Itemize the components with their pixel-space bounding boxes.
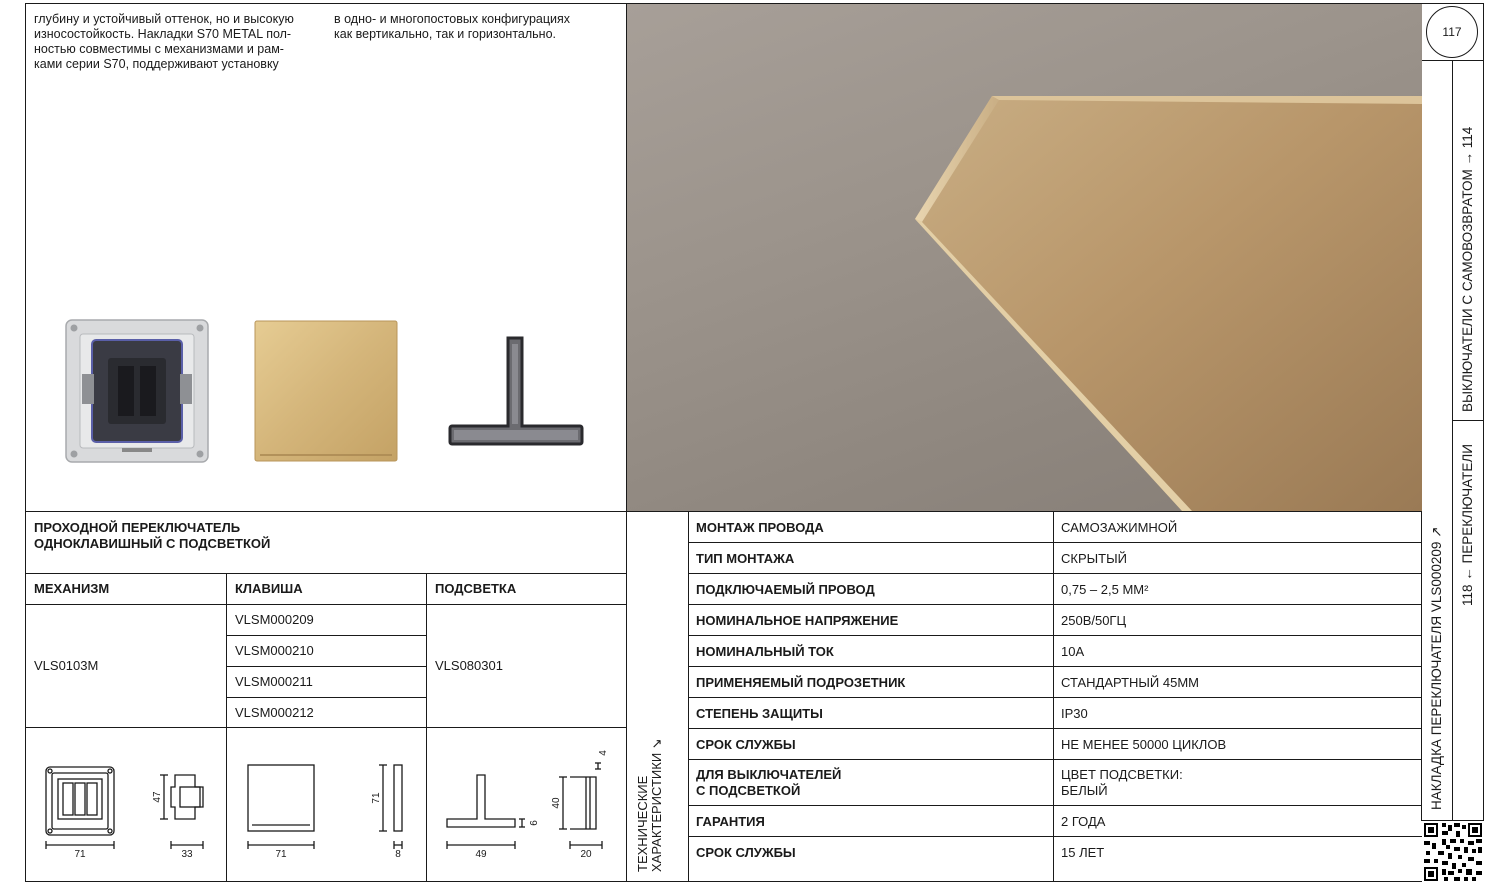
key-plate-image bbox=[254, 320, 398, 462]
spec-name: ПРИМЕНЯЕМЫЙ ПОДРОЗЕТНИК bbox=[696, 674, 906, 690]
spec-row bbox=[688, 698, 1422, 729]
spec-value: СТАНДАРТНЫЙ 45ММ bbox=[1061, 674, 1199, 690]
qr-code[interactable] bbox=[1422, 821, 1484, 883]
backlight-image bbox=[446, 336, 586, 448]
page-number-badge bbox=[1426, 6, 1478, 58]
dim-light-depth: 20 bbox=[580, 849, 592, 860]
spec-value: 10А bbox=[1061, 643, 1085, 659]
backlight-article: VLS080301 bbox=[435, 658, 503, 673]
header-mechanism: МЕХАНИЗМ bbox=[34, 581, 110, 596]
page-number: 117 bbox=[1442, 25, 1462, 39]
intro-line: ностью совместимы с механизмами и рам- bbox=[34, 42, 284, 56]
nav-link-self-return[interactable]: ВЫКЛЮЧАТЕЛИ С САМОВОЗВРАТОМ → 114 bbox=[1460, 126, 1475, 412]
intro-line: глубину и устойчивый оттенок, но и высокую bbox=[34, 12, 294, 26]
spec-value: 0,75 – 2,5 ММ² bbox=[1061, 581, 1149, 597]
spec-row bbox=[688, 512, 1422, 543]
spec-value: 15 ЛЕТ bbox=[1061, 844, 1105, 860]
nav-product-name: НАКЛАДКА ПЕРЕКЛЮЧАТЕЛЯ VLS000209 ↗ bbox=[1429, 526, 1444, 810]
table-line bbox=[226, 635, 426, 636]
table-line bbox=[226, 573, 227, 881]
spec-value: IP30 bbox=[1061, 705, 1088, 721]
intro-line: в одно- и многопостовых конфигурациях bbox=[334, 12, 571, 26]
spec-row bbox=[688, 543, 1422, 574]
intro-text-col2 bbox=[334, 12, 624, 42]
intro-line: как вертикально, так и горизонтально. bbox=[334, 27, 556, 41]
frame-nav-divider bbox=[1452, 60, 1453, 820]
mechanism-article: VLS0103M bbox=[34, 658, 99, 673]
dim-light-top: 4 bbox=[598, 750, 609, 756]
table-line bbox=[25, 727, 626, 728]
spec-name: ГАРАНТИЯ bbox=[696, 813, 765, 829]
product-photo bbox=[627, 4, 1422, 511]
spec-value: СКРЫТЫЙ bbox=[1061, 550, 1127, 566]
table-line bbox=[426, 573, 427, 881]
key-drawing bbox=[230, 735, 422, 875]
frame-nav-h1 bbox=[1421, 60, 1483, 61]
spec-row bbox=[688, 729, 1422, 760]
mechanism-image bbox=[64, 318, 210, 464]
spec-row bbox=[688, 760, 1422, 806]
dim-key-width: 71 bbox=[275, 849, 287, 860]
spec-name: СРОК СЛУЖБЫ bbox=[696, 844, 796, 860]
spec-row bbox=[688, 806, 1422, 837]
mechanism-drawing bbox=[30, 735, 222, 875]
key-article: VLSM000212 bbox=[235, 705, 314, 720]
dim-mech-height: 47 bbox=[152, 791, 163, 803]
spec-name: ТИП МОНТАЖА bbox=[696, 550, 795, 566]
spec-row bbox=[688, 667, 1422, 698]
table-line bbox=[226, 697, 426, 698]
spec-name: НОМИНАЛЬНЫЙ ТОК bbox=[696, 643, 834, 659]
key-article: VLSM000211 bbox=[235, 674, 313, 689]
spec-row bbox=[688, 574, 1422, 605]
spec-value: 2 ГОДА bbox=[1061, 813, 1106, 829]
spec-name: СТЕПЕНЬ ЗАЩИТЫ bbox=[696, 705, 823, 721]
key-article: VLSM000210 bbox=[235, 643, 314, 658]
spec-name: ДЛЯ ВЫКЛЮЧАТЕЛЕЙ С ПОДСВЕТКОЙ bbox=[696, 767, 842, 798]
dim-key-depth: 8 bbox=[395, 849, 401, 860]
dim-mech-width: 71 bbox=[74, 849, 86, 860]
spec-row bbox=[688, 837, 1422, 868]
dim-light-height: 40 bbox=[551, 797, 562, 809]
spec-row bbox=[688, 605, 1422, 636]
key-article: VLSM000209 bbox=[235, 612, 314, 627]
tech-characteristics-label: ТЕХНИЧЕСКИЕ ХАРАКТЕРИСТИКИ ↘ bbox=[635, 738, 664, 872]
nav-link-switches[interactable]: 118 ← ПЕРЕКЛЮЧАТЕЛИ bbox=[1460, 444, 1475, 606]
spec-row bbox=[688, 636, 1422, 667]
intro-text-col1 bbox=[34, 12, 324, 72]
table-line bbox=[226, 666, 426, 667]
spec-value: НЕ МЕНЕЕ 50000 ЦИКЛОВ bbox=[1061, 736, 1227, 752]
frame-left bbox=[25, 3, 26, 882]
dim-light-width: 49 bbox=[475, 849, 487, 860]
frame-bottom bbox=[25, 881, 1422, 882]
table-line bbox=[25, 573, 626, 574]
dim-mech-depth: 33 bbox=[181, 849, 193, 860]
table-line bbox=[25, 604, 626, 605]
spec-name: ПОДКЛЮЧАЕМЫЙ ПРОВОД bbox=[696, 581, 875, 597]
product-title: ПРОХОДНОЙ ПЕРЕКЛЮЧАТЕЛЬ ОДНОКЛАВИШНЫЙ С ПОДСВЕТКОЙ bbox=[34, 520, 271, 551]
intro-line: ками серии S70, поддерживают установку bbox=[34, 57, 279, 71]
spec-name: НОМИНАЛЬНОЕ НАПРЯЖЕНИЕ bbox=[696, 612, 899, 628]
spec-value: САМОЗАЖИМНОЙ bbox=[1061, 519, 1178, 535]
header-key: КЛАВИША bbox=[235, 581, 303, 596]
dim-light-thickness: 6 bbox=[529, 820, 540, 826]
dim-key-height: 71 bbox=[371, 792, 382, 804]
frame-nav-h2 bbox=[1452, 420, 1483, 421]
spec-value: ЦВЕТ ПОДСВЕТКИ: БЕЛЫЙ bbox=[1061, 767, 1183, 798]
frame-nav-right bbox=[1483, 3, 1484, 821]
spec-value: 250В/50ГЦ bbox=[1061, 612, 1127, 628]
backlight-drawing bbox=[430, 735, 622, 875]
spec-name: МОНТАЖ ПРОВОДА bbox=[696, 519, 824, 535]
spec-name: СРОК СЛУЖБЫ bbox=[696, 736, 796, 752]
header-backlight: ПОДСВЕТКА bbox=[435, 581, 517, 596]
intro-line: износостойкость. Накладки S70 METAL пол- bbox=[34, 27, 292, 41]
